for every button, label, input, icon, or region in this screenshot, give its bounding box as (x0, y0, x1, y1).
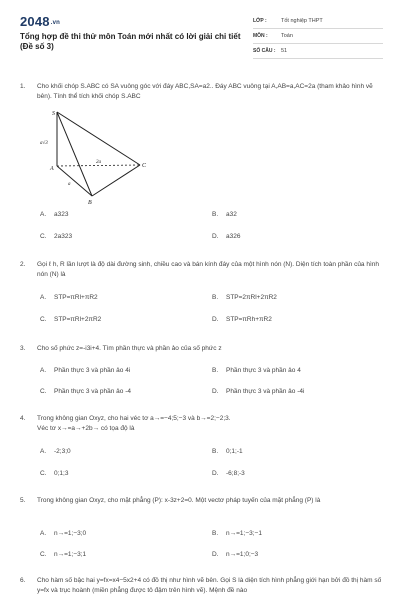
option-3a[interactable]: A. Phần thực 3 và phần ảo 4i (40, 367, 131, 374)
edge-ac-label: 2a (96, 160, 101, 165)
vertex-c-label: C (142, 163, 147, 169)
option-5b[interactable]: B. n→=1;−3;−1 (212, 530, 262, 537)
question-number: 3. (20, 345, 26, 352)
question-number: 4. (20, 415, 26, 422)
edge-sa-label: a√3 (40, 141, 48, 146)
question-text: Gọi ℓ h, R lần lượt là độ dài đường sinh, chiều cao và bán kính đáy của một hình nón (N). Diện tích toàn phần của hình nón (N) là (37, 261, 380, 279)
question-number: 2. (20, 261, 26, 268)
option-1b[interactable]: B. a32 (212, 211, 237, 218)
vertex-a-label: A (50, 166, 54, 172)
option-2c[interactable]: C. STP=πRl+2πR2 (40, 316, 102, 323)
question-5 (20, 496, 382, 506)
question-text-line-2: Véc tơ x→=a→+2b→ có tọa độ là (37, 425, 135, 433)
document-title: Tổng hợp đề thi thử môn Toán mới nhất có lời giải chi tiết (Đề số 3) (20, 32, 241, 52)
question-3 (20, 344, 382, 354)
option-5c[interactable]: C. n→=1;−3;1 (40, 551, 87, 558)
meta-row-subject (253, 29, 383, 44)
question-6 (20, 576, 382, 596)
option-1d[interactable]: D. a326 (212, 233, 241, 240)
option-4a[interactable]: A. -2;3;0 (40, 448, 71, 455)
option-5a[interactable]: A. n→=1;−3;0 (40, 530, 87, 537)
question-text: Cho hàm số bậc hai y=fx=x4−5x2+4 có đồ thị như hình vẽ bên. Gọi S là diện tích hình phẳng giới hạn bởi đồ thị hàm số y=fx và trục hoành (miền phẳng được tô đậm trên hình vẽ). Mệnh đề nào (37, 577, 382, 595)
option-3c[interactable]: C. Phần thực 3 và phần ảo -4 (40, 388, 131, 395)
option-1c[interactable]: C. 2a323 (40, 233, 73, 240)
option-3b[interactable]: B. Phần thực 3 và phần ảo 4 (212, 367, 301, 374)
meta-label: MÔN : (253, 33, 268, 39)
option-2a[interactable]: A. STP=πRl+πR2 (40, 294, 98, 301)
option-4b[interactable]: B. 0;1;-1 (212, 448, 243, 455)
vertex-s-label: S (52, 111, 55, 117)
document-header (20, 14, 380, 64)
question-number: 6. (20, 577, 26, 584)
meta-value: 51 (281, 48, 288, 54)
option-2b[interactable]: B. STP=2πRl+2πR2 (212, 294, 277, 301)
question-text: Trong không gian Oxyz, cho hai véc tơ a→=−4;5;−3 và b→=2;−2;3. (37, 415, 231, 422)
site-logo[interactable]: 2048.vn (20, 14, 61, 29)
meta-value: Toán (281, 33, 293, 39)
question-number: 5. (20, 497, 26, 504)
question-4 (20, 414, 382, 434)
meta-label: LỚP : (253, 18, 267, 24)
question-text: Trong không gian Oxyz, cho mặt phẳng (P): x-3z+2=0. Một vectơ pháp tuyến của mặt phẳng (P) là (37, 497, 321, 504)
edge-ab-label: a (68, 182, 71, 187)
question-2 (20, 260, 382, 280)
question-number: 1. (20, 83, 26, 90)
option-3d[interactable]: D. Phần thực 3 và phần ảo -4i (212, 388, 305, 395)
meta-label: SỐ CÂU : (253, 48, 276, 54)
meta-value: Tốt nghiệp THPT (281, 18, 323, 24)
vertex-b-label: B (88, 200, 92, 206)
option-1a[interactable]: A. a323 (40, 211, 69, 218)
pyramid-figure (30, 108, 160, 206)
meta-row-class (253, 14, 383, 29)
option-2d[interactable]: D. STP=πRh+πR2 (212, 316, 272, 323)
question-text: Cho số phức z=-i3i+4. Tìm phần thực và phần ảo của số phức z (37, 345, 222, 352)
question-text: Cho khối chóp S.ABC có SA vuông góc với đáy ABC,SA=a2.. Đáy ABC vuông tại A,AB=a,AC=2a (tham khảo hình vẽ bên). Tính thể tích khối chóp S.ABC (37, 83, 373, 101)
document-meta (253, 14, 383, 59)
question-1 (20, 82, 382, 102)
option-4c[interactable]: C. 0;1;3 (40, 470, 69, 477)
meta-row-count (253, 44, 383, 59)
option-5d[interactable]: D. n→=1;0;−3 (212, 551, 259, 558)
option-4d[interactable]: D. -6;8;-3 (212, 470, 245, 477)
